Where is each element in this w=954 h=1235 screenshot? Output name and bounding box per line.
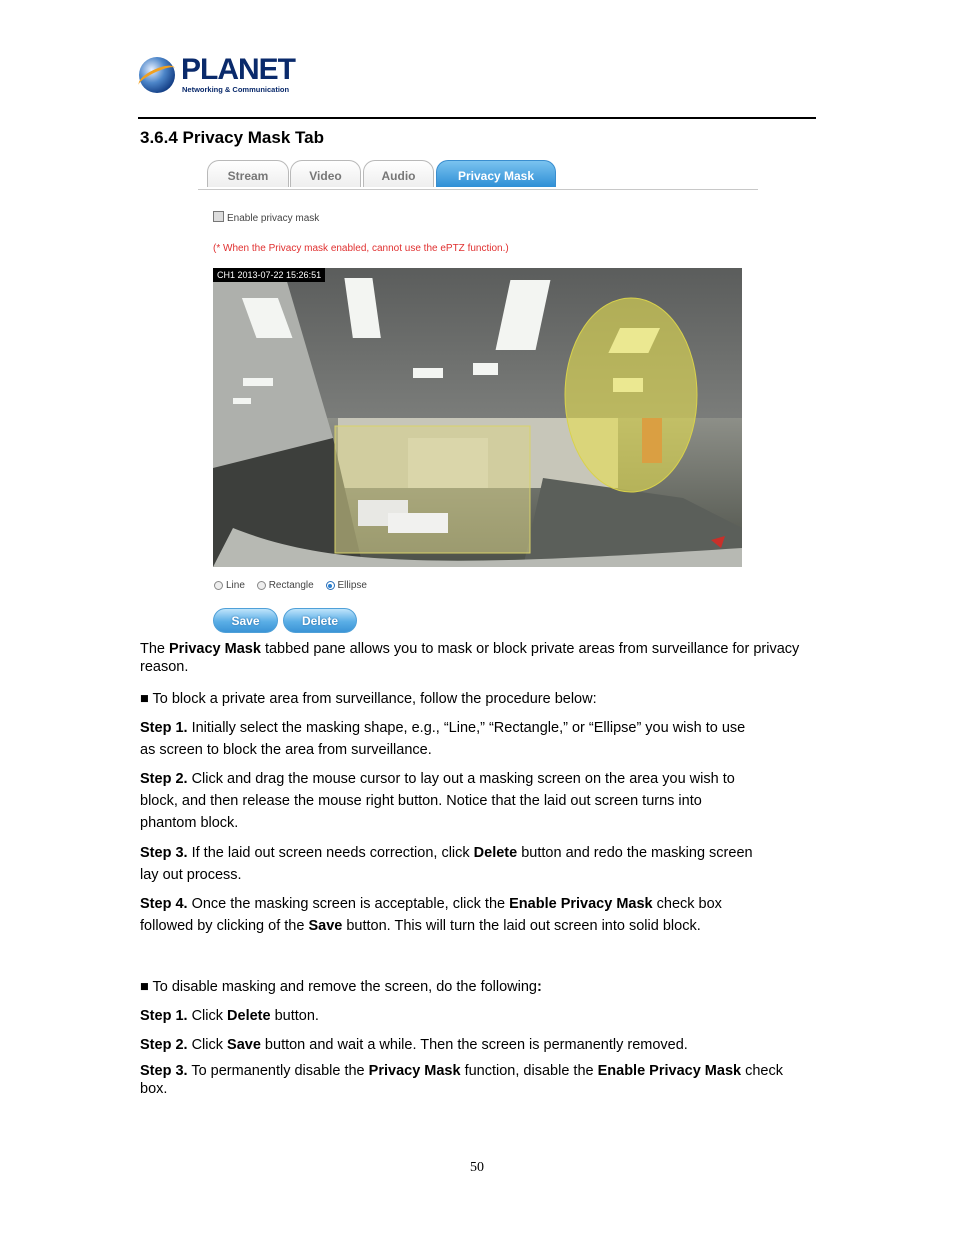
block-step-1: Step 1. Initially select the masking shape, e.g., “Line,” “Rectangle,” or “Ellipse” you wish to use as screen to block the area from surveillance.	[140, 720, 746, 758]
delete-button[interactable]: Delete	[283, 608, 357, 633]
intro-paragraph: The Privacy Mask tabbed pane allows you to mask or block private areas from surveillance for privacy reason.	[140, 641, 800, 675]
shape-ellipse-label: Ellipse	[337, 580, 367, 591]
block-heading: ■ To block a private area from surveillance, follow the procedure below:	[140, 691, 597, 707]
planet-logo	[139, 55, 299, 97]
save-button[interactable]: Save	[213, 608, 278, 633]
shape-rectangle-label: Rectangle	[268, 580, 314, 591]
shape-rectangle-option[interactable]	[257, 580, 314, 591]
tab-bar	[198, 158, 758, 190]
tab-privacy-mask[interactable]: Privacy Mask	[436, 160, 556, 187]
tab-stream[interactable]: Stream	[207, 160, 289, 187]
section-title: 3.6.4 Privacy Mask Tab	[140, 128, 324, 147]
enable-privacy-mask-label: Enable privacy mask	[227, 213, 320, 224]
tab-audio[interactable]: Audio	[363, 160, 434, 187]
header-rule	[138, 117, 816, 119]
camera-view[interactable]	[213, 268, 742, 567]
mask-shape-options	[214, 580, 376, 593]
block-step-4: Step 4. Once the masking screen is acceptable, click the Enable Privacy Mask check box followed by clicking of the Save button. This will turn the laid out screen into solid block.	[140, 896, 722, 934]
page-number: 50	[470, 1160, 484, 1175]
camera-image	[213, 268, 742, 567]
radio-selected-icon[interactable]	[326, 581, 335, 590]
enable-privacy-mask-row[interactable]	[213, 211, 319, 224]
block-step-3: Step 3. If the laid out screen needs correction, click Delete button and redo the masking screen lay out process.	[140, 845, 753, 883]
logo-tagline: Networking & Communication	[182, 85, 290, 94]
block-step-2: Step 2. Click and drag the mouse cursor to lay out a masking screen on the area you wish to block, and then release the mouse right button. Notice that the laid out screen turns into phantom block.	[140, 771, 735, 831]
shape-line-option[interactable]	[214, 580, 245, 591]
radio-icon[interactable]	[257, 581, 266, 590]
radio-icon[interactable]	[214, 581, 223, 590]
disable-step-3: Step 3. To permanently disable the Privacy Mask function, disable the Enable Privacy Mask check box.	[140, 1063, 784, 1097]
disable-heading: ■ To disable masking and remove the screen, do the following:	[140, 979, 542, 995]
disable-step-2: Step 2. Click Save button and wait a while. Then the screen is permanently removed.	[140, 1037, 688, 1053]
tab-video[interactable]: Video	[290, 160, 361, 187]
eptz-warning: (* When the Privacy mask enabled, cannot use the ePTZ function.)	[213, 243, 509, 254]
enable-privacy-mask-checkbox[interactable]	[213, 211, 224, 222]
shape-line-label: Line	[226, 580, 245, 591]
disable-step-1: Step 1. Click Delete button.	[140, 1008, 319, 1024]
camera-timestamp: CH1 2013-07-22 15:26:51	[213, 268, 325, 282]
logo-wordmark: PLANET	[181, 53, 295, 86]
shape-ellipse-option[interactable]	[326, 580, 367, 591]
